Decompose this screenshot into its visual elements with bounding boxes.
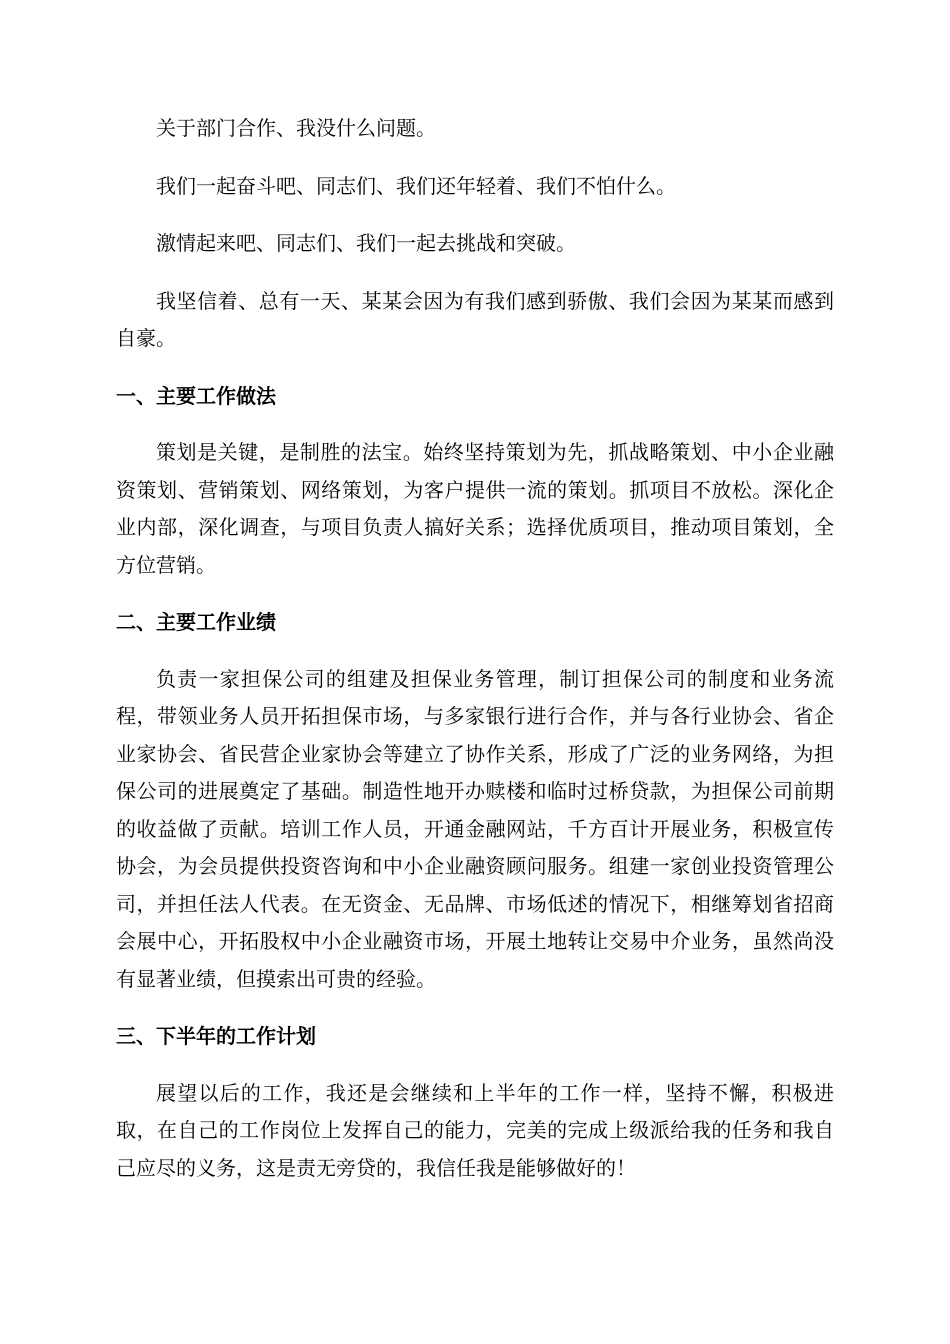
section-body-next-half-plan: 展望以后的工作，我还是会继续和上半年的工作一样，坚持不懈，积极进取，在自己的工作岗位上发挥自己的能力，完美的完成上级派给我的任务和我自己应尽的义务，这是责无旁贷的，我信任我是能够做好的！ [116, 1080, 834, 1180]
section-body-achievements: 负责一家担保公司的组建及担保业务管理，制订担保公司的制度和业务流程，带领业务人员开拓担保市场，与多家银行进行合作，并与各行业协会、省企业家协会、省民营企业家协会等建立了协作关系，形成了广泛的业务网络，为担保公司的进展奠定了基础。制造性地开办赎楼和临时过桥贷款，为担保公司前期的收益做了贡献。培训工作人员，开通金融网站，千方百计开展业务，积极宣传协会，为会员提供投资咨询和中小企业融资顾问服务。组建一家创业投资管理公司，并担任法人代表。在无资金、无品牌、市场低述的情况下，相继筹划省招商会展中心，开拓股权中小企业融资市场，开展土地转让交易中介业务，虽然尚没有显著业绩，但摸索出可贵的经验。 [116, 666, 834, 991]
intro-paragraph-3: 激情起来吧、同志们、我们一起去挑战和突破。 [156, 231, 576, 255]
document-page [116, 110, 834, 1207]
intro-paragraph-4: 我坚信着、总有一天、某某会因为有我们感到骄傲、我们会因为某某而感到自豪。 [116, 288, 834, 350]
section-heading-work-methods: 一、主要工作做法 [116, 383, 276, 408]
section-heading-achievements: 二、主要工作业绩 [116, 610, 276, 634]
intro-paragraph-2: 我们一起奋斗吧、同志们、我们还年轻着、我们不怕什么。 [156, 173, 676, 198]
intro-paragraph-1: 关于部门合作、我没什么问题。 [156, 116, 436, 140]
section-body-work-methods: 策划是关键，是制胜的法宝。始终坚持策划为先，抓战略策划、中小企业融资策划、营销策划、网络策划，为客户提供一流的策划。抓项目不放松。深化企业内部，深化调查，与项目负责人搞好关系；选择优质项目，推动项目策划，全方位营销。 [116, 440, 834, 577]
section-heading-next-half-plan: 三、下半年的工作计划 [116, 1024, 316, 1048]
